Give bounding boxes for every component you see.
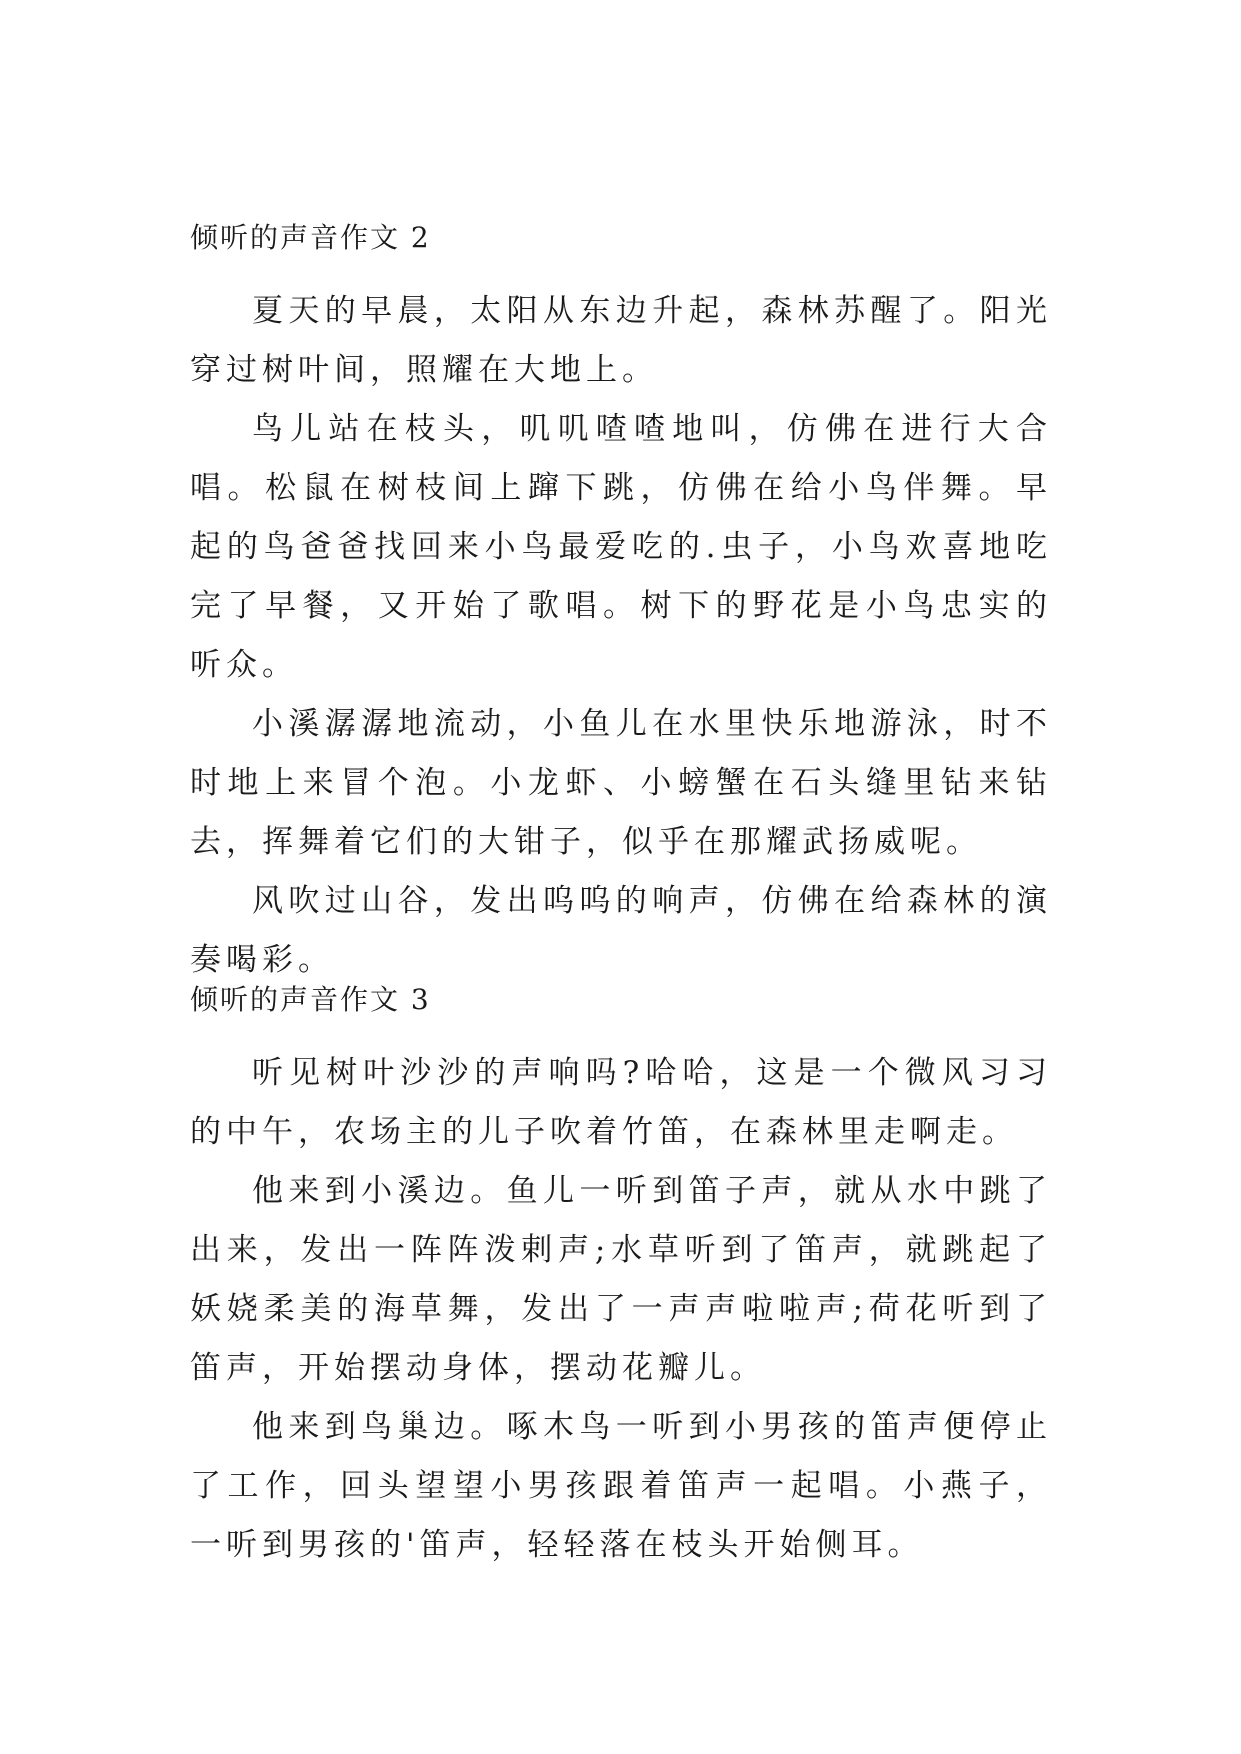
essay-section-2	[190, 218, 1052, 990]
section-title: 倾听的声音作文 2	[190, 221, 431, 254]
paragraph: 小溪潺潺地流动，小鱼儿在水里快乐地游泳，时不时地上来冒个泡。小龙虾、小螃蟹在石头缝里钻来钻去，挥舞着它们的大钳子，似乎在那耀武扬威呢。	[190, 706, 1052, 860]
essay-section-3	[190, 980, 1052, 1575]
section-title: 倾听的声音作文 3	[190, 983, 431, 1016]
paragraph: 鸟儿站在枝头，叽叽喳喳地叫，仿佛在进行大合唱。松鼠在树枝间上蹿下跳，仿佛在给小鸟伴舞。早起的鸟爸爸找回来小鸟最爱吃的.虫子，小鸟欢喜地吃完了早餐，又开始了歌唱。树下的野花是小鸟忠实的听众。	[190, 411, 1052, 683]
paragraph: 听见树叶沙沙的声响吗?哈哈，这是一个微风习习的中午，农场主的儿子吹着竹笛，在森林里走啊走。	[190, 1055, 1052, 1150]
paragraph: 他来到小溪边。鱼儿一听到笛子声，就从水中跳了出来，发出一阵阵泼剌声;水草听到了笛声，就跳起了妖娆柔美的海草舞，发出了一声声啦啦声;荷花听到了笛声，开始摆动身体，摆动花瓣儿。	[190, 1173, 1052, 1386]
paragraph: 他来到鸟巢边。啄木鸟一听到小男孩的笛声便停止了工作，回头望望小男孩跟着笛声一起唱。小燕子，一听到男孩的'笛声，轻轻落在枝头开始侧耳。	[190, 1409, 1052, 1563]
paragraph: 夏天的早晨，太阳从东边升起，森林苏醒了。阳光穿过树叶间，照耀在大地上。	[190, 293, 1052, 388]
paragraph: 风吹过山谷，发出呜呜的响声，仿佛在给森林的演奏喝彩。	[190, 883, 1052, 978]
